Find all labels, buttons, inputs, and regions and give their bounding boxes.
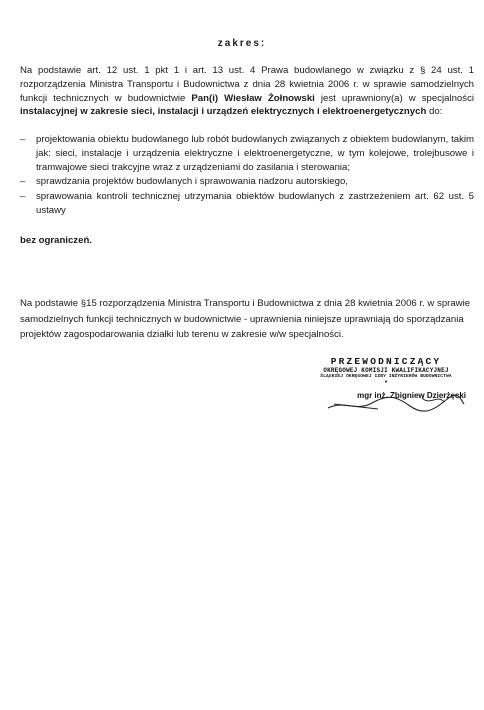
authorization-text-part1: Na podstawie art. 12 ust. 1 pkt 1 i art. 13 ust. 4 Prawa budowlanego w związku z § 24 ust. 1 rozporządzenia Ministra Transportu i Budownictwa z dnia 28 kwietnia 2006 r. w sprawie samodzielnych funkcji technicznych w budownictwie: [20, 65, 474, 104]
stamp-chamber: ŚLĄSKIEJ OKRĘGOWEJ IZBY INŻYNIERÓW BUDOWNICTWA: [320, 374, 452, 379]
list-item: – sprawdzania projektów budowlanych i sprawowania nadzoru autorskiego,: [20, 175, 474, 189]
scope-list: [20, 133, 474, 219]
specialty-text: instalacyjnej w zakresie sieci, instalacji i urządzeń elektrycznych i elektroenergetycznych: [20, 106, 427, 118]
authorization-text-part2: jest uprawniony(a) w specjalności: [314, 92, 474, 104]
handwritten-signature: [326, 392, 466, 414]
authorization-paragraph: [20, 64, 474, 119]
holder-name: Pan(i) Wiesław Żołnowski: [191, 92, 315, 104]
stamp-commission: OKRĘGOWEJ KOMISJI KWALIFIKACYJNEJ: [323, 367, 449, 374]
authorization-text-part3: do:: [426, 106, 443, 118]
document-heading: zakres:: [217, 38, 267, 49]
stamp-mark: •: [383, 379, 389, 387]
stamp-title: PRZEWODNICZĄCY: [330, 356, 442, 367]
additional-rights-paragraph: Na podstawie §15 rozporządzenia Ministra Transportu i Budownictwa z dnia 28 kwietnia 2006 r. w sprawie samodzielnych funkcji technicznych w budownictwie - uprawnienia niniejsze uprawniają do sporządzania projektów zagospodarowania działki lub terenu w zakresie w/w specjalności.: [20, 298, 471, 340]
signer-name: mgr inż. Zbigniew Dzierżęcki: [357, 391, 466, 400]
list-item: – projektowania obiektu budowlanego lub robót budowlanych związanych z obiektem budowlanym, takim jak: sieci, instalacje i urządzenia elektryczne i elektroenergetyczne, w tym kolejowe, trolejbusowe i tramwajowe sieci trakcyjne wraz z urządzeniami do zasilania i sterowania;: [20, 133, 474, 174]
list-item: – sprawowania kontroli technicznej utrzymania obiektów budowlanych z zastrzeżeniem art. 62 ust. 5 ustawy: [20, 190, 474, 218]
conclusion-text: bez ograniczeń.: [20, 235, 92, 246]
